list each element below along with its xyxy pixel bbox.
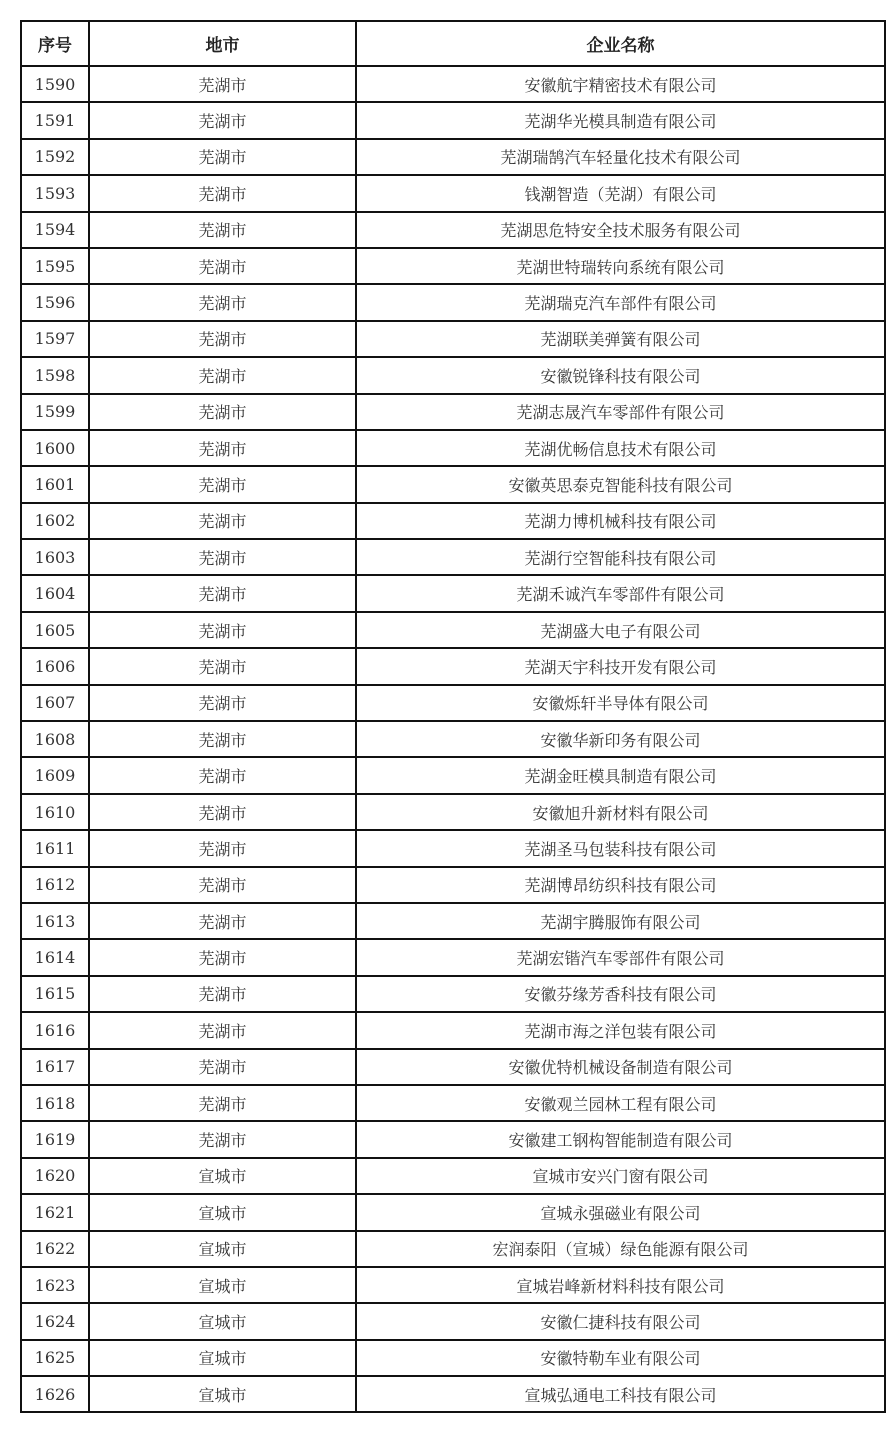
cell-company: 宏润泰阳（宣城）绿色能源有限公司 (356, 1231, 885, 1267)
table-header-row (21, 21, 885, 66)
table-row (21, 1340, 885, 1376)
table-row (21, 248, 885, 284)
cell-city: 芜湖市 (89, 139, 356, 175)
header-company: 企业名称 (356, 21, 885, 66)
cell-index: 1617 (21, 1049, 89, 1085)
cell-city: 芜湖市 (89, 66, 356, 102)
header-city: 地市 (89, 21, 356, 66)
table-row (21, 1158, 885, 1194)
cell-index: 1604 (21, 575, 89, 611)
cell-index: 1601 (21, 466, 89, 502)
cell-company: 安徽优特机械设备制造有限公司 (356, 1049, 885, 1085)
cell-company: 芜湖行空智能科技有限公司 (356, 539, 885, 575)
cell-city: 芜湖市 (89, 394, 356, 430)
cell-city: 芜湖市 (89, 1049, 356, 1085)
cell-city: 宣城市 (89, 1194, 356, 1230)
cell-index: 1612 (21, 867, 89, 903)
table-row (21, 1121, 885, 1157)
cell-city: 芜湖市 (89, 284, 356, 320)
cell-index: 1615 (21, 976, 89, 1012)
cell-index: 1591 (21, 102, 89, 138)
cell-company: 芜湖圣马包装科技有限公司 (356, 830, 885, 866)
cell-index: 1619 (21, 1121, 89, 1157)
cell-city: 宣城市 (89, 1340, 356, 1376)
cell-company: 安徽英思泰克智能科技有限公司 (356, 466, 885, 502)
cell-index: 1624 (21, 1303, 89, 1339)
cell-company: 安徽华新印务有限公司 (356, 721, 885, 757)
cell-index: 1607 (21, 685, 89, 721)
cell-city: 宣城市 (89, 1267, 356, 1303)
cell-index: 1622 (21, 1231, 89, 1267)
cell-index: 1614 (21, 939, 89, 975)
cell-city: 芜湖市 (89, 357, 356, 393)
table-row (21, 357, 885, 393)
cell-company: 芜湖禾诚汽车零部件有限公司 (356, 575, 885, 611)
cell-index: 1620 (21, 1158, 89, 1194)
cell-company: 芜湖志晟汽车零部件有限公司 (356, 394, 885, 430)
table-row (21, 139, 885, 175)
cell-company: 芜湖世特瑞转向系统有限公司 (356, 248, 885, 284)
table-row (21, 1376, 885, 1412)
table-row (21, 939, 885, 975)
cell-index: 1626 (21, 1376, 89, 1412)
cell-company: 宣城岩峰新材料科技有限公司 (356, 1267, 885, 1303)
cell-company: 安徽烁轩半导体有限公司 (356, 685, 885, 721)
table-row (21, 757, 885, 793)
cell-company: 安徽旭升新材料有限公司 (356, 794, 885, 830)
table-row (21, 1049, 885, 1085)
table-row (21, 66, 885, 102)
table-row (21, 830, 885, 866)
table-row (21, 284, 885, 320)
cell-city: 芜湖市 (89, 539, 356, 575)
cell-company: 芜湖优畅信息技术有限公司 (356, 430, 885, 466)
cell-company: 安徽特勒车业有限公司 (356, 1340, 885, 1376)
cell-company: 芜湖瑞克汽车部件有限公司 (356, 284, 885, 320)
table-row (21, 903, 885, 939)
cell-city: 芜湖市 (89, 321, 356, 357)
cell-company: 芜湖市海之洋包装有限公司 (356, 1012, 885, 1048)
table-row (21, 721, 885, 757)
cell-company: 安徽建工钢构智能制造有限公司 (356, 1121, 885, 1157)
table-row (21, 321, 885, 357)
company-list-table (20, 20, 886, 1413)
table-row (21, 976, 885, 1012)
cell-index: 1603 (21, 539, 89, 575)
header-index: 序号 (21, 21, 89, 66)
table-row (21, 685, 885, 721)
cell-index: 1623 (21, 1267, 89, 1303)
cell-index: 1611 (21, 830, 89, 866)
cell-index: 1599 (21, 394, 89, 430)
cell-city: 芜湖市 (89, 976, 356, 1012)
cell-city: 宣城市 (89, 1376, 356, 1412)
cell-index: 1613 (21, 903, 89, 939)
cell-city: 芜湖市 (89, 867, 356, 903)
table-row (21, 1267, 885, 1303)
table-row (21, 867, 885, 903)
cell-index: 1595 (21, 248, 89, 284)
table-row (21, 794, 885, 830)
cell-city: 芜湖市 (89, 794, 356, 830)
cell-city: 芜湖市 (89, 903, 356, 939)
cell-company: 芜湖华光模具制造有限公司 (356, 102, 885, 138)
cell-company: 芜湖博昂纺织科技有限公司 (356, 867, 885, 903)
table-row (21, 1012, 885, 1048)
table-row (21, 503, 885, 539)
cell-index: 1609 (21, 757, 89, 793)
cell-index: 1621 (21, 1194, 89, 1230)
cell-company: 安徽芬缘芳香科技有限公司 (356, 976, 885, 1012)
cell-company: 芜湖宇腾服饰有限公司 (356, 903, 885, 939)
cell-index: 1608 (21, 721, 89, 757)
cell-company: 安徽观兰园林工程有限公司 (356, 1085, 885, 1121)
table-row (21, 102, 885, 138)
cell-company: 宣城弘通电工科技有限公司 (356, 1376, 885, 1412)
table-row (21, 1085, 885, 1121)
cell-company: 钱潮智造（芜湖）有限公司 (356, 175, 885, 211)
cell-index: 1605 (21, 612, 89, 648)
cell-company: 宣城永强磁业有限公司 (356, 1194, 885, 1230)
cell-index: 1597 (21, 321, 89, 357)
table-row (21, 430, 885, 466)
cell-index: 1594 (21, 212, 89, 248)
cell-index: 1590 (21, 66, 89, 102)
cell-city: 芜湖市 (89, 503, 356, 539)
cell-city: 芜湖市 (89, 248, 356, 284)
cell-index: 1616 (21, 1012, 89, 1048)
cell-city: 芜湖市 (89, 102, 356, 138)
cell-company: 安徽锐锋科技有限公司 (356, 357, 885, 393)
cell-company: 宣城市安兴门窗有限公司 (356, 1158, 885, 1194)
cell-company: 芜湖联美弹簧有限公司 (356, 321, 885, 357)
table-row (21, 575, 885, 611)
cell-index: 1593 (21, 175, 89, 211)
cell-city: 宣城市 (89, 1158, 356, 1194)
cell-city: 宣城市 (89, 1303, 356, 1339)
cell-city: 芜湖市 (89, 212, 356, 248)
cell-index: 1606 (21, 648, 89, 684)
cell-city: 宣城市 (89, 1231, 356, 1267)
table-row (21, 1194, 885, 1230)
table-row (21, 212, 885, 248)
cell-index: 1598 (21, 357, 89, 393)
cell-company: 芜湖瑞鹄汽车轻量化技术有限公司 (356, 139, 885, 175)
cell-index: 1625 (21, 1340, 89, 1376)
cell-index: 1592 (21, 139, 89, 175)
table-row (21, 539, 885, 575)
table-row (21, 1303, 885, 1339)
cell-city: 芜湖市 (89, 1085, 356, 1121)
cell-city: 芜湖市 (89, 648, 356, 684)
cell-company: 安徽航宇精密技术有限公司 (356, 66, 885, 102)
cell-city: 芜湖市 (89, 612, 356, 648)
table-row (21, 612, 885, 648)
table-row (21, 466, 885, 502)
cell-company: 芜湖天宇科技开发有限公司 (356, 648, 885, 684)
table-body (21, 66, 885, 1412)
cell-index: 1618 (21, 1085, 89, 1121)
table-row (21, 394, 885, 430)
cell-company: 芜湖思危特安全技术服务有限公司 (356, 212, 885, 248)
cell-index: 1596 (21, 284, 89, 320)
cell-index: 1600 (21, 430, 89, 466)
cell-city: 芜湖市 (89, 939, 356, 975)
cell-city: 芜湖市 (89, 575, 356, 611)
cell-city: 芜湖市 (89, 430, 356, 466)
cell-city: 芜湖市 (89, 685, 356, 721)
table-row (21, 648, 885, 684)
table-row (21, 175, 885, 211)
cell-company: 芜湖力博机械科技有限公司 (356, 503, 885, 539)
cell-index: 1602 (21, 503, 89, 539)
cell-city: 芜湖市 (89, 1121, 356, 1157)
cell-city: 芜湖市 (89, 466, 356, 502)
cell-company: 芜湖盛大电子有限公司 (356, 612, 885, 648)
cell-city: 芜湖市 (89, 1012, 356, 1048)
cell-company: 芜湖宏锴汽车零部件有限公司 (356, 939, 885, 975)
cell-index: 1610 (21, 794, 89, 830)
cell-city: 芜湖市 (89, 175, 356, 211)
cell-city: 芜湖市 (89, 757, 356, 793)
table-row (21, 1231, 885, 1267)
cell-company: 安徽仁捷科技有限公司 (356, 1303, 885, 1339)
cell-city: 芜湖市 (89, 721, 356, 757)
cell-company: 芜湖金旺模具制造有限公司 (356, 757, 885, 793)
cell-city: 芜湖市 (89, 830, 356, 866)
